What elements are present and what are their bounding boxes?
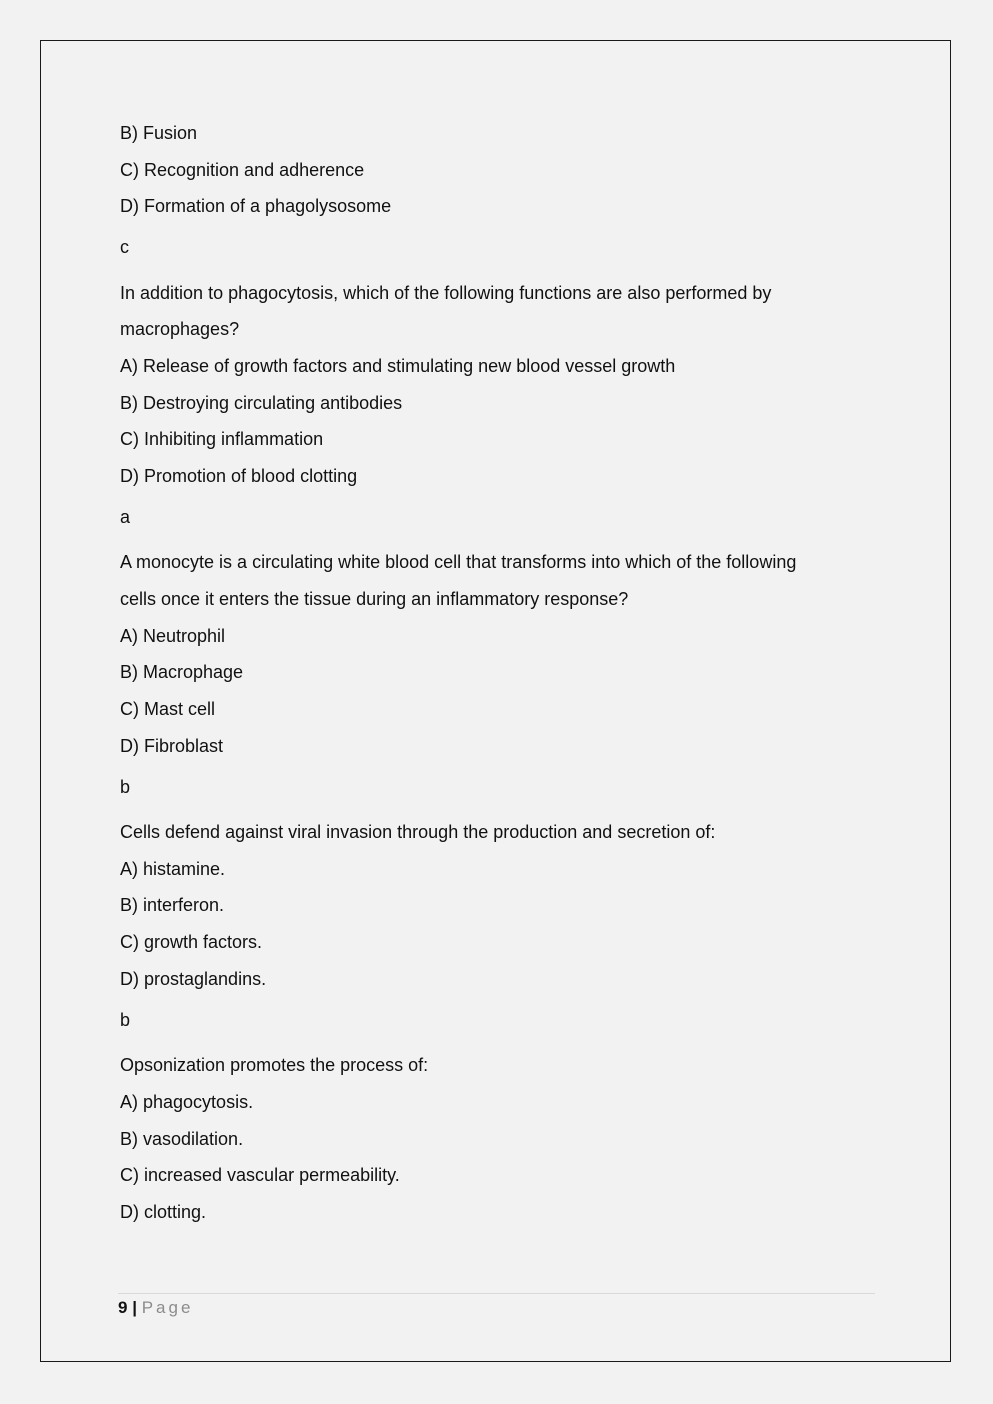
answer-option: D) clotting. [120, 1201, 207, 1222]
answer-option: C) Inhibiting inflammation [120, 429, 324, 450]
page-label: Page [141, 1298, 194, 1317]
answer-key: c [120, 237, 129, 258]
question-text: Cells defend against viral invasion through the production and secretion of: [120, 822, 716, 843]
answer-option: B) Destroying circulating antibodies [120, 392, 403, 413]
answer-option: C) growth factors. [120, 932, 263, 953]
answer-option: C) increased vascular permeability. [120, 1165, 400, 1186]
answer-option: A) Release of growth factors and stimulating new blood vessel growth [120, 356, 676, 377]
answer-option: C) Recognition and adherence [120, 159, 365, 180]
answer-option: B) Macrophage [120, 662, 244, 683]
answer-option: D) Formation of a phagolysosome [120, 196, 392, 217]
question-text: macrophages? [120, 319, 240, 340]
question-text: Opsonization promotes the process of: [120, 1055, 429, 1076]
answer-option: A) Neutrophil [120, 625, 226, 646]
document-page [40, 40, 951, 1362]
page-footer [118, 1293, 875, 1318]
question-text: cells once it enters the tissue during an inflammatory response? [120, 589, 629, 610]
answer-option: B) vasodilation. [120, 1128, 244, 1149]
answer-option: B) Fusion [120, 123, 198, 143]
answer-key: b [120, 776, 131, 797]
page-content [120, 119, 880, 1235]
answer-option: D) Fibroblast [120, 735, 224, 756]
answer-key: a [120, 506, 131, 527]
page-separator: | [132, 1298, 137, 1317]
answer-option: A) phagocytosis. [120, 1091, 254, 1112]
question-text: A monocyte is a circulating white blood cell that transforms into which of the following [120, 552, 797, 573]
question-text: In addition to phagocytosis, which of the following functions are also performed by [120, 282, 772, 303]
answer-option: A) histamine. [120, 858, 226, 879]
answer-key: b [120, 1009, 131, 1030]
answer-option: D) prostaglandins. [120, 968, 267, 989]
answer-option: D) Promotion of blood clotting [120, 466, 358, 487]
answer-option: C) Mast cell [120, 699, 216, 720]
answer-option: B) interferon. [120, 895, 225, 916]
page-number: 9 [118, 1298, 128, 1317]
